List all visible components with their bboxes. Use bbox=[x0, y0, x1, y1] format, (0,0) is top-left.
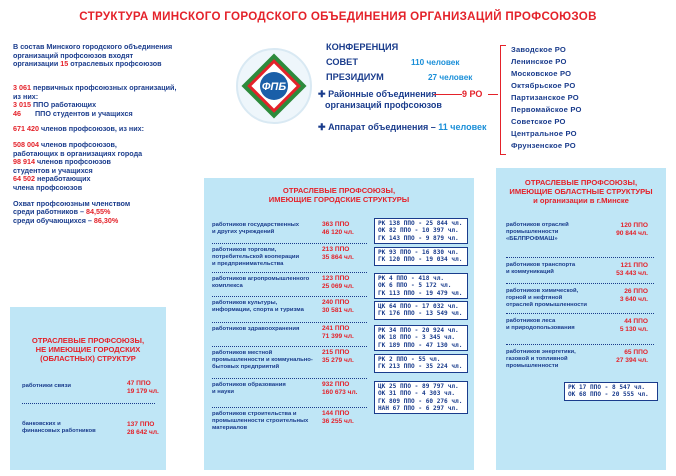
row-ppo: 44 ППО bbox=[624, 318, 648, 325]
row-separator bbox=[212, 296, 367, 297]
presidium-label: ПРЕЗИДИУМ bbox=[326, 72, 384, 82]
panel-title: ОТРАСЛЕВЫЕ ПРОФСОЮЗЫ, НЕ ИМЕЮЩИЕ ГОРОДСКИХ (ОБЛАСТНЫХ) СТРУКТУР bbox=[31, 336, 145, 363]
row-label: работников отраслей промышленности «БЕЛПРОФМАШ» bbox=[506, 222, 569, 242]
row-label: работников образования и науки bbox=[212, 382, 286, 395]
row-label: работники связи bbox=[22, 383, 72, 389]
conference-label: КОНФЕРЕНЦИЯ bbox=[326, 42, 399, 52]
row-label: работников леса и природопользования bbox=[506, 318, 575, 331]
logo-text: ФПБ bbox=[261, 81, 287, 93]
row-label: работников химической, горной и нефтяной отраслей промышленности bbox=[506, 288, 588, 308]
row-separator bbox=[506, 257, 654, 258]
row-label: работников торговли, потребительской кооперации и предпринимательства bbox=[212, 247, 300, 267]
row-separator bbox=[506, 313, 654, 314]
row-members: 90 844 чл. bbox=[616, 230, 648, 237]
coverage-workers: 84,55% bbox=[85, 207, 111, 217]
page-title: СТРУКТУРА МИНСКОГО ГОРОДСКОГО ОБЪЕДИНЕНИЯ ОРГАНИЗАЦИЙ ПРОФСОЮЗОВ bbox=[79, 10, 597, 23]
row-separator bbox=[212, 407, 367, 408]
row-separator bbox=[22, 403, 155, 404]
row-members: 28 642 чл. bbox=[127, 429, 159, 436]
row-ppo: 47 ППО bbox=[127, 380, 151, 387]
district-item: Заводское РО bbox=[511, 45, 566, 54]
district-item: Первомайское РО bbox=[511, 105, 582, 114]
row-members: 30 581 чл. bbox=[322, 307, 354, 314]
row-members: 35 864 чл. bbox=[322, 254, 354, 261]
row-ppo: 26 ППО bbox=[624, 288, 648, 295]
row-separator bbox=[506, 344, 654, 345]
row-members: 5 130 чл. bbox=[619, 326, 648, 333]
intro-line: В состав Минского городского объединения bbox=[13, 42, 173, 51]
presidium-count: 27 человек bbox=[428, 73, 473, 82]
row-ppo: 144 ППО bbox=[322, 410, 350, 417]
intro-text bbox=[13, 43, 213, 69]
row-label: работников строительства и промышленности строительных материалов bbox=[212, 411, 309, 431]
row-members: 71 399 чл. bbox=[322, 333, 354, 340]
breakdown-box: ЦК 25 ППО - 89 797 чл. ОК 31 ППО - 4 303 чл. ГК 809 ППО - 60 276 чл. НАН 67 ППО - 6 297 чл. bbox=[374, 381, 468, 414]
panel-title: ОТРАСЛЕВЫЕ ПРОФСОЮЗЫ, ИМЕЮЩИЕ ОБЛАСТНЫЕ СТРУКТУРЫ и организации в г.Минске bbox=[509, 178, 653, 205]
ppo-students-count: 46 bbox=[13, 108, 21, 118]
members-count: 671 420 bbox=[13, 124, 39, 134]
row-label: работников культуры, информации, спорта и туризма bbox=[212, 300, 304, 313]
row-separator bbox=[212, 378, 367, 379]
district-bracket bbox=[500, 45, 506, 155]
right-breakdown-box: РК 17 ППО - 8 547 чл. ОК 68 ППО - 20 555 чл. bbox=[564, 382, 658, 401]
row-separator bbox=[212, 346, 367, 347]
row-members: 19 179 чл. bbox=[127, 388, 159, 395]
breakdown-box: РК 34 ППО - 20 924 чл. ОК 18 ППО - 3 345 чл. ГК 189 ППО - 47 130 чл. bbox=[374, 325, 468, 351]
row-separator bbox=[212, 243, 367, 244]
ppo-workers-count: 3 015 bbox=[13, 100, 31, 110]
intro-line: организаций профсоюзов входят bbox=[13, 50, 134, 60]
row-ppo: 65 ППО bbox=[624, 349, 648, 356]
district-item: Октябрьское РО bbox=[511, 81, 576, 90]
ppo-count: 3 061 bbox=[13, 83, 31, 92]
breakdown-box: ЦК 64 ППО - 17 032 чл. ГК 176 ППО - 13 549 чл. bbox=[374, 301, 468, 320]
row-separator bbox=[212, 272, 367, 273]
district-item: Партизанское РО bbox=[511, 93, 579, 102]
row-ppo: 363 ППО bbox=[322, 221, 350, 228]
row-separator bbox=[506, 283, 654, 284]
panel-title: ОТРАСЛЕВЫЕ ПРОФСОЮЗЫ, ИМЕЮЩИЕ ГОРОДСКИЕ СТРУКТУРЫ bbox=[268, 186, 410, 204]
breakdown-box: РК 93 ППО - 16 830 чл. ГК 120 ППО - 19 034 чл. bbox=[374, 247, 468, 266]
row-members: 3 640 чл. bbox=[619, 296, 648, 303]
row-ppo: 213 ППО bbox=[322, 246, 350, 253]
row-ppo: 137 ППО bbox=[127, 421, 155, 428]
row-label: работников здравоохранения bbox=[212, 326, 300, 332]
row-label: банковских и финансовых работников bbox=[22, 421, 96, 434]
row-ppo: 932 ППО bbox=[322, 381, 350, 388]
row-ppo: 121 ППО bbox=[620, 262, 648, 269]
row-label: работников транспорта и коммуникаций bbox=[506, 262, 576, 275]
district-item: Центральное РО bbox=[511, 129, 577, 138]
row-members: 27 394 чл. bbox=[616, 357, 648, 364]
row-ppo: 120 ППО bbox=[620, 222, 648, 229]
row-label: работников местной промышленности и коммунально- бытовых предприятий bbox=[212, 350, 313, 370]
district-unions: ✚ Районные объединения организаций профсоюзов bbox=[318, 89, 442, 110]
row-ppo: 241 ППО bbox=[322, 325, 350, 332]
coverage-students: 86,30% bbox=[93, 215, 119, 225]
row-label: работников государственных и других учреждений bbox=[212, 222, 300, 235]
breakdown-box: РК 138 ППО - 25 844 чл. ОК 82 ППО - 10 397 чл. ГК 143 ППО - 9 879 чл. bbox=[374, 218, 468, 244]
breakdown-box: РК 2 ППО - 55 чл. ГК 213 ППО - 35 224 чл. bbox=[374, 354, 468, 373]
council-label: СОВЕТ bbox=[326, 57, 358, 67]
breakdown-box: РК 4 ППО - 418 чл. ОК 6 ППО - 5 172 чл. ГК 113 ППО - 19 479 чл. bbox=[374, 273, 468, 299]
row-members: 160 673 чл. bbox=[322, 389, 358, 396]
ro-connector-line bbox=[488, 94, 498, 95]
district-item: Советское РО bbox=[511, 117, 566, 126]
district-item: Ленинское РО bbox=[511, 57, 567, 66]
row-members: 35 279 чл. bbox=[322, 357, 354, 364]
row-members: 25 069 чл. bbox=[322, 283, 354, 290]
row-members: 36 255 чл. bbox=[322, 418, 354, 425]
district-item: Фрунзенское РО bbox=[511, 141, 576, 150]
row-label: работников агропромышленного комплекса bbox=[212, 276, 310, 289]
row-members: 53 443 чл. bbox=[616, 270, 648, 277]
intro-line: организации 15 отраслевых профсоюзов bbox=[13, 59, 162, 69]
row-ppo: 240 ППО bbox=[322, 299, 350, 306]
row-ppo: 215 ППО bbox=[322, 349, 350, 356]
row-ppo: 123 ППО bbox=[322, 275, 350, 282]
council-count: 110 человек bbox=[411, 58, 460, 67]
ro-count: 9 РО bbox=[462, 89, 483, 99]
apparatus: ✚ Аппарат объединения – 11 человек bbox=[318, 122, 487, 132]
fpb-logo bbox=[234, 46, 314, 126]
stats-block: 3 061 первичных профсоюзных организаций, из них: 3 015 ППО работающих 46 ППО студентов и учащихся 671 420 членов профсоюзов, из них: 508 004 членов профсоюзов, работающих в организациях города 98 914 членов профсоюзов студентов и учащихся 64 502 неработающих члена профсоюзов Охват профсоюзным членством среди работников – 84,55% среди обучающихся – 86,30% bbox=[13, 83, 177, 225]
members-workers-count: 508 004 bbox=[13, 139, 39, 149]
district-item: Московское РО bbox=[511, 69, 572, 78]
row-members: 46 120 чл. bbox=[322, 229, 354, 236]
members-students-count: 98 914 bbox=[13, 157, 35, 167]
ro-connector-line bbox=[434, 94, 462, 95]
row-separator bbox=[212, 322, 367, 323]
members-unemployed-count: 64 502 bbox=[13, 174, 35, 184]
row-label: работников энергетики, газовой и топливной промышленности bbox=[506, 349, 576, 369]
